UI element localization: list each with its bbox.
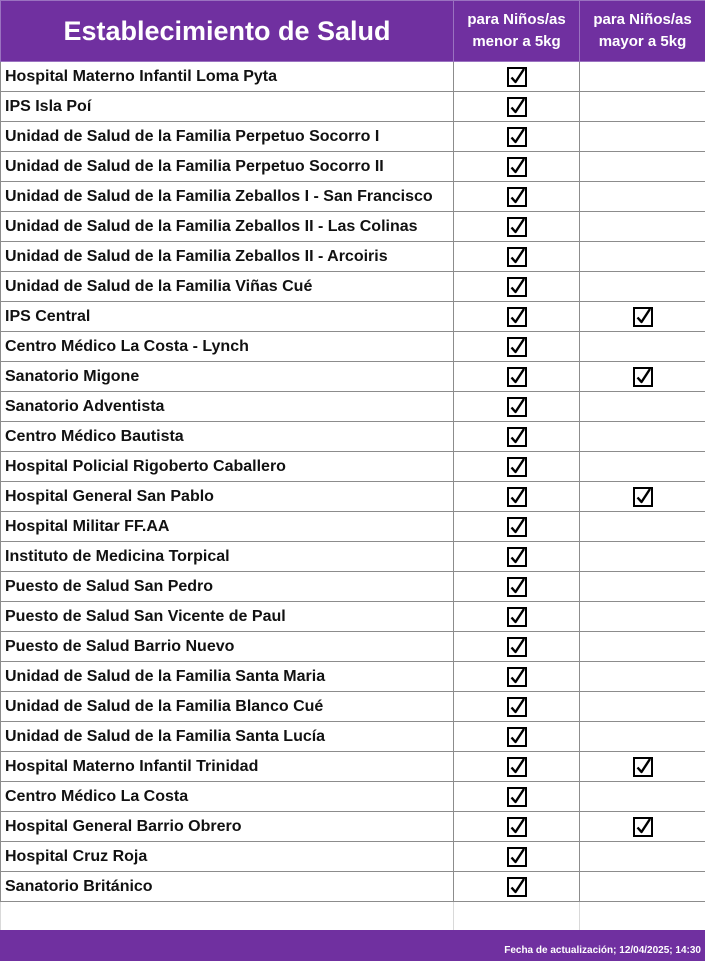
cell-mayor-5kg <box>580 332 705 362</box>
table-row <box>1 62 705 92</box>
checkbox-checked-icon <box>507 217 527 237</box>
checkbox-checked-icon <box>507 847 527 867</box>
facility-name: Unidad de Salud de la Familia Viñas Cué <box>1 272 454 302</box>
empty-cell <box>454 902 580 932</box>
facility-name: Unidad de Salud de la Familia Perpetuo Socorro I <box>1 122 454 152</box>
checkbox-checked-icon <box>507 577 527 597</box>
facility-name: Puesto de Salud San Pedro <box>1 572 454 602</box>
cell-menor-5kg <box>454 362 580 392</box>
cell-menor-5kg <box>454 752 580 782</box>
checkbox-checked-icon <box>507 517 527 537</box>
facility-name: Puesto de Salud Barrio Nuevo <box>1 632 454 662</box>
checkbox-checked-icon <box>633 367 653 387</box>
facility-name: Hospital Policial Rigoberto Caballero <box>1 452 454 482</box>
cell-menor-5kg <box>454 332 580 362</box>
cell-menor-5kg <box>454 782 580 812</box>
table-row <box>1 272 705 302</box>
checkbox-checked-icon <box>633 307 653 327</box>
facility-name: IPS Isla Poí <box>1 92 454 122</box>
table-row <box>1 512 705 542</box>
checkbox-checked-icon <box>507 157 527 177</box>
cell-mayor-5kg <box>580 662 705 692</box>
header-col-mayor-5kg <box>580 1 705 62</box>
facility-name: Unidad de Salud de la Familia Santa Lucía <box>1 722 454 752</box>
facility-name: Centro Médico Bautista <box>1 422 454 452</box>
header-col-menor-5kg <box>454 1 580 62</box>
cell-mayor-5kg <box>580 92 705 122</box>
cell-mayor-5kg <box>580 812 705 842</box>
cell-mayor-5kg <box>580 602 705 632</box>
checkbox-checked-icon <box>507 307 527 327</box>
facility-name: Puesto de Salud San Vicente de Paul <box>1 602 454 632</box>
facility-name: Unidad de Salud de la Familia Zeballos II - Arcoiris <box>1 242 454 272</box>
header-col-mayor-line1: para Niños/as <box>593 11 692 28</box>
table-row <box>1 752 705 782</box>
checkbox-checked-icon <box>507 607 527 627</box>
cell-menor-5kg <box>454 182 580 212</box>
checkbox-checked-icon <box>507 187 527 207</box>
cell-mayor-5kg <box>580 782 705 812</box>
table-row <box>1 632 705 662</box>
checkbox-checked-icon <box>507 337 527 357</box>
checkbox-checked-icon <box>507 487 527 507</box>
table-header-row <box>1 1 705 62</box>
facility-name: Sanatorio Migone <box>1 362 454 392</box>
table-row <box>1 542 705 572</box>
table-row <box>1 212 705 242</box>
checkbox-checked-icon <box>507 817 527 837</box>
update-timestamp: Fecha de actualización; 12/04/2025; 14:30 <box>504 945 701 956</box>
facility-name: Hospital General Barrio Obrero <box>1 812 454 842</box>
table-row <box>1 302 705 332</box>
cell-menor-5kg <box>454 812 580 842</box>
checkbox-checked-icon <box>633 757 653 777</box>
facility-name: Hospital Materno Infantil Loma Pyta <box>1 62 454 92</box>
empty-cell <box>580 902 705 932</box>
table-row <box>1 452 705 482</box>
cell-mayor-5kg <box>580 422 705 452</box>
cell-mayor-5kg <box>580 362 705 392</box>
cell-mayor-5kg <box>580 692 705 722</box>
cell-menor-5kg <box>454 572 580 602</box>
table-row <box>1 872 705 902</box>
empty-cell <box>1 902 454 932</box>
checkbox-checked-icon <box>633 487 653 507</box>
cell-mayor-5kg <box>580 212 705 242</box>
cell-mayor-5kg <box>580 182 705 212</box>
cell-menor-5kg <box>454 842 580 872</box>
cell-menor-5kg <box>454 662 580 692</box>
facility-name: Hospital General San Pablo <box>1 482 454 512</box>
checkbox-checked-icon <box>507 457 527 477</box>
cell-mayor-5kg <box>580 512 705 542</box>
facility-name: Sanatorio Británico <box>1 872 454 902</box>
table-row <box>1 722 705 752</box>
checkbox-checked-icon <box>507 727 527 747</box>
table-row <box>1 182 705 212</box>
cell-mayor-5kg <box>580 482 705 512</box>
table-row <box>1 122 705 152</box>
checkbox-checked-icon <box>507 277 527 297</box>
empty-row <box>1 902 705 932</box>
checkbox-checked-icon <box>507 877 527 897</box>
cell-mayor-5kg <box>580 392 705 422</box>
facility-name: Hospital Cruz Roja <box>1 842 454 872</box>
cell-mayor-5kg <box>580 542 705 572</box>
table-row <box>1 422 705 452</box>
table-row <box>1 572 705 602</box>
facility-name: Sanatorio Adventista <box>1 392 454 422</box>
checkbox-checked-icon <box>507 367 527 387</box>
cell-menor-5kg <box>454 62 580 92</box>
facility-name: Unidad de Salud de la Familia Blanco Cué <box>1 692 454 722</box>
cell-menor-5kg <box>454 212 580 242</box>
facility-name: Unidad de Salud de la Familia Perpetuo Socorro II <box>1 152 454 182</box>
cell-menor-5kg <box>454 632 580 662</box>
checkbox-checked-icon <box>507 787 527 807</box>
cell-menor-5kg <box>454 92 580 122</box>
checkbox-checked-icon <box>507 97 527 117</box>
cell-menor-5kg <box>454 872 580 902</box>
cell-menor-5kg <box>454 242 580 272</box>
cell-menor-5kg <box>454 542 580 572</box>
table-row <box>1 662 705 692</box>
checkbox-checked-icon <box>507 667 527 687</box>
checkbox-checked-icon <box>507 67 527 87</box>
table-row <box>1 362 705 392</box>
cell-menor-5kg <box>454 302 580 332</box>
facility-name: Centro Médico La Costa <box>1 782 454 812</box>
table-row <box>1 332 705 362</box>
checkbox-checked-icon <box>507 697 527 717</box>
table-row <box>1 692 705 722</box>
cell-menor-5kg <box>454 602 580 632</box>
checkbox-checked-icon <box>633 817 653 837</box>
cell-mayor-5kg <box>580 452 705 482</box>
cell-menor-5kg <box>454 722 580 752</box>
checkbox-checked-icon <box>507 637 527 657</box>
checkbox-checked-icon <box>507 427 527 447</box>
facility-name: Unidad de Salud de la Familia Santa Maria <box>1 662 454 692</box>
cell-menor-5kg <box>454 482 580 512</box>
table-row <box>1 242 705 272</box>
cell-mayor-5kg <box>580 722 705 752</box>
header-col-menor-line2: menor a 5kg <box>472 33 561 50</box>
cell-mayor-5kg <box>580 62 705 92</box>
cell-menor-5kg <box>454 152 580 182</box>
cell-mayor-5kg <box>580 302 705 332</box>
table-row <box>1 152 705 182</box>
cell-menor-5kg <box>454 422 580 452</box>
table-row <box>1 482 705 512</box>
checkbox-checked-icon <box>507 127 527 147</box>
cell-mayor-5kg <box>580 872 705 902</box>
table-body <box>1 62 705 932</box>
cell-mayor-5kg <box>580 272 705 302</box>
header-col-mayor-line2: mayor a 5kg <box>598 33 687 50</box>
cell-menor-5kg <box>454 512 580 542</box>
cell-mayor-5kg <box>580 842 705 872</box>
cell-mayor-5kg <box>580 242 705 272</box>
table-row <box>1 812 705 842</box>
cell-menor-5kg <box>454 272 580 302</box>
cell-menor-5kg <box>454 392 580 422</box>
cell-menor-5kg <box>454 122 580 152</box>
facility-name: Unidad de Salud de la Familia Zeballos I - San Francisco <box>1 182 454 212</box>
header-title: Establecimiento de Salud <box>1 1 454 62</box>
cell-mayor-5kg <box>580 632 705 662</box>
cell-menor-5kg <box>454 452 580 482</box>
table-row <box>1 782 705 812</box>
facility-name: Hospital Militar FF.AA <box>1 512 454 542</box>
facility-name: Unidad de Salud de la Familia Zeballos II - Las Colinas <box>1 212 454 242</box>
cell-mayor-5kg <box>580 152 705 182</box>
cell-menor-5kg <box>454 692 580 722</box>
cell-mayor-5kg <box>580 122 705 152</box>
table-row <box>1 392 705 422</box>
table-row <box>1 602 705 632</box>
checkbox-checked-icon <box>507 757 527 777</box>
checkbox-checked-icon <box>507 397 527 417</box>
footer-bar <box>0 930 705 961</box>
table-row <box>1 92 705 122</box>
facility-name: Hospital Materno Infantil Trinidad <box>1 752 454 782</box>
checkbox-checked-icon <box>507 547 527 567</box>
checkbox-checked-icon <box>507 247 527 267</box>
facility-name: Centro Médico La Costa - Lynch <box>1 332 454 362</box>
cell-mayor-5kg <box>580 752 705 782</box>
facility-name: Instituto de Medicina Torpical <box>1 542 454 572</box>
facility-name: IPS Central <box>1 302 454 332</box>
header-col-menor-line1: para Niños/as <box>467 11 566 28</box>
table-row <box>1 842 705 872</box>
cell-mayor-5kg <box>580 572 705 602</box>
